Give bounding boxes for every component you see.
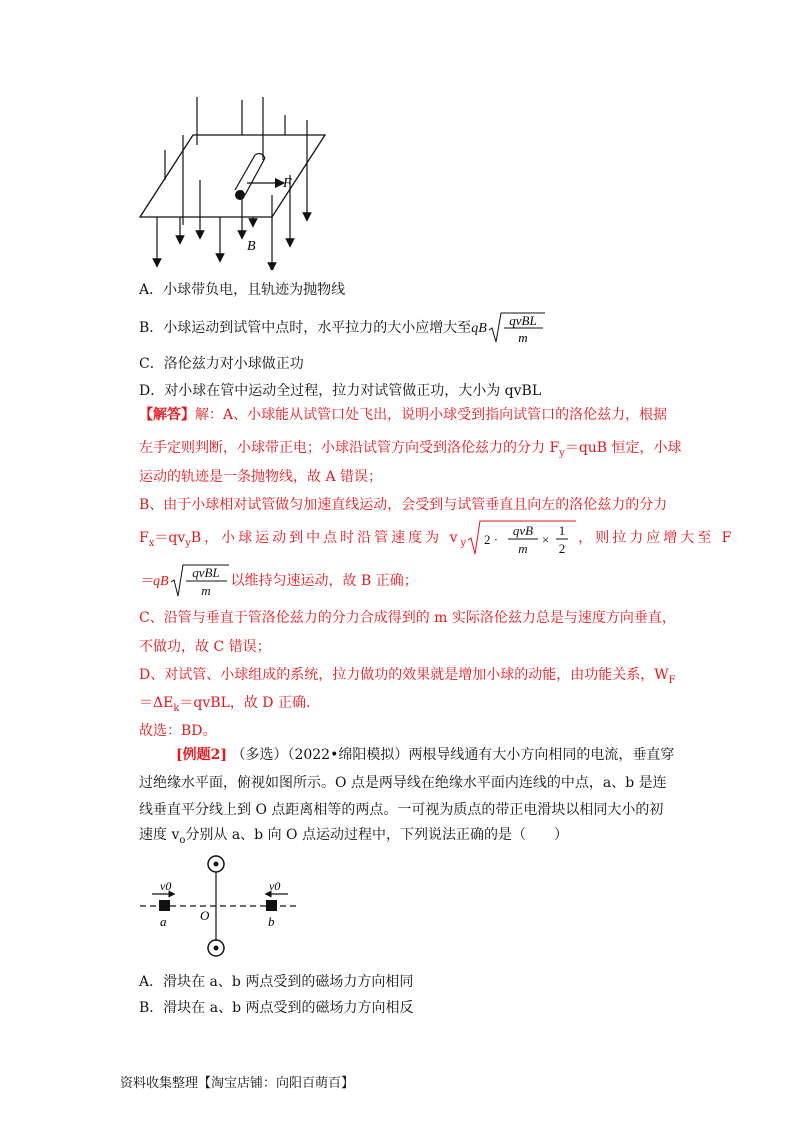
- frac-num-qvB: qvB: [513, 523, 534, 538]
- sqrt-force: [169, 562, 231, 600]
- option-b-text: B．小球运动到试管中点时，水平拉力的大小应增大至: [139, 320, 472, 336]
- t5sub2: y: [185, 537, 191, 549]
- option-c: C．洛伦兹力对小球做正功: [139, 356, 304, 372]
- sqrt-two: 2 ·: [484, 532, 499, 547]
- answer-text-2: 左手定则判断，小球带正电；小球沿试管方向受到洛伦兹力的分力 F: [139, 440, 560, 456]
- example2-line-3: 线垂直平分线上到 O 点距离相等的两点。一可视为质点的带正电滑块以相同大小的初: [139, 802, 664, 818]
- example2-line-4: [139, 825, 568, 851]
- t5d: ，则拉力应增大至 F: [578, 530, 735, 546]
- label-F: F: [283, 176, 292, 191]
- wire-top-icon: [208, 856, 224, 872]
- ex2-4b: 分别从 a、b 向 O 点运动过程中，下列说法正确的是（ ）: [185, 827, 568, 843]
- label-b: b: [268, 914, 275, 929]
- example2-line-2: 过绝缘水平面，俯视如图所示。O 点是两导线在绝缘水平面内连线的中点，a、b 是连: [139, 775, 667, 791]
- fraction-num: qvBL: [509, 313, 537, 328]
- times: ×: [542, 532, 550, 547]
- option-b-qB: qB: [471, 321, 487, 336]
- frac-den-m: m: [518, 541, 528, 556]
- label-v0-left: v0: [160, 879, 172, 893]
- t5a: F: [139, 530, 149, 546]
- answer-line-10: [139, 693, 320, 719]
- frac-num-1: 1: [558, 523, 566, 538]
- t5sub3: y: [460, 537, 467, 549]
- t10a: ＝ΔE: [139, 695, 174, 711]
- t6-eq: ＝qB: [139, 574, 169, 589]
- answer-line-2: [139, 438, 682, 464]
- answer-line-1: [139, 405, 667, 425]
- answer-line-9: [139, 665, 676, 691]
- example2-text-1: （多选）（2022•绵阳模拟）两根导线通有大小方向相同的电流，垂直穿: [231, 747, 675, 763]
- frac-num-qvBL: qvBL: [191, 565, 220, 580]
- t5sub: x: [148, 537, 155, 549]
- t6-tail: 以维持匀速运动，故 B 正确；: [230, 573, 418, 589]
- block-b: [266, 900, 277, 911]
- t9: D、对试管、小球组成的系统，拉力做功的效果就是增加小球的动能，由功能关系，W: [139, 667, 669, 683]
- example2-tag: [例题2]: [176, 747, 227, 763]
- ex2-4a: 速度 v: [139, 827, 180, 843]
- answer-text-2b: ＝quB 恒定，小球: [564, 440, 682, 456]
- example2-line-1: [176, 745, 674, 765]
- label-a: a: [160, 914, 167, 929]
- label-v0-right: v0: [269, 879, 281, 893]
- wire-bottom-icon: [208, 940, 224, 956]
- frac-den-m2: m: [200, 583, 211, 598]
- footer: 资料收集整理【淘宝店铺：向阳百萌百】: [120, 1076, 355, 1091]
- fraction-den: m: [518, 330, 528, 345]
- option-a: A．小球带负电，且轨迹为抛物线: [139, 282, 346, 298]
- answer-line-5: [139, 518, 734, 558]
- t10b: ＝qvBL，故 D 正确．: [179, 695, 320, 711]
- answer-line-8: 不做功，故 C 错误；: [139, 639, 271, 655]
- frac-den-2: 2: [558, 541, 566, 556]
- t5c: B，小球运动到中点时沿管速度为 v: [190, 530, 461, 546]
- option-b: [139, 310, 547, 346]
- ex2-option-b: B．滑块在 a、b 两点受到的磁场力方向相反: [139, 1000, 414, 1016]
- answer-line-3: 运动的轨迹是一条抛物线，故 A 错误；: [139, 469, 383, 485]
- answer-line-7: C、沿管与垂直于管洛伦兹力的分力合成得到的 m 实际洛伦兹力总是与速度方向垂直，: [139, 610, 676, 626]
- answer-text-1: 解：A、小球能从试管口处飞出，说明小球受到指向试管口的洛伦兹力，根据: [195, 407, 668, 423]
- label-B: B: [247, 239, 256, 254]
- answer-sub-y: y: [559, 447, 565, 459]
- ex2-4sub: o: [179, 834, 186, 846]
- t9sub: F: [668, 674, 676, 686]
- figure-two-wires: [140, 852, 300, 964]
- sqrt-symbol: [487, 310, 547, 346]
- t5b: ＝qv: [154, 530, 186, 546]
- answer-line-4: B、由于小球相对试管做匀加速直线运动，会受到与试管垂直且向左的洛伦兹力的分力: [139, 497, 668, 513]
- block-a: [159, 900, 170, 911]
- ex2-option-a: A．滑块在 a、b 两点受到的磁场力方向相同: [139, 974, 414, 990]
- t10sub: k: [173, 702, 180, 714]
- answer-line-6: [139, 562, 418, 600]
- answer-line-11: 故选：BD。: [139, 723, 217, 739]
- label-O: O: [200, 908, 210, 923]
- figure-magnetic-field-tube: [135, 95, 335, 270]
- answer-tag: 【解答】: [139, 407, 195, 423]
- sqrt-velocity: [466, 518, 578, 558]
- option-d: D．对小球在管中运动全过程，拉力对试管做正功，大小为 qvBL: [139, 383, 542, 399]
